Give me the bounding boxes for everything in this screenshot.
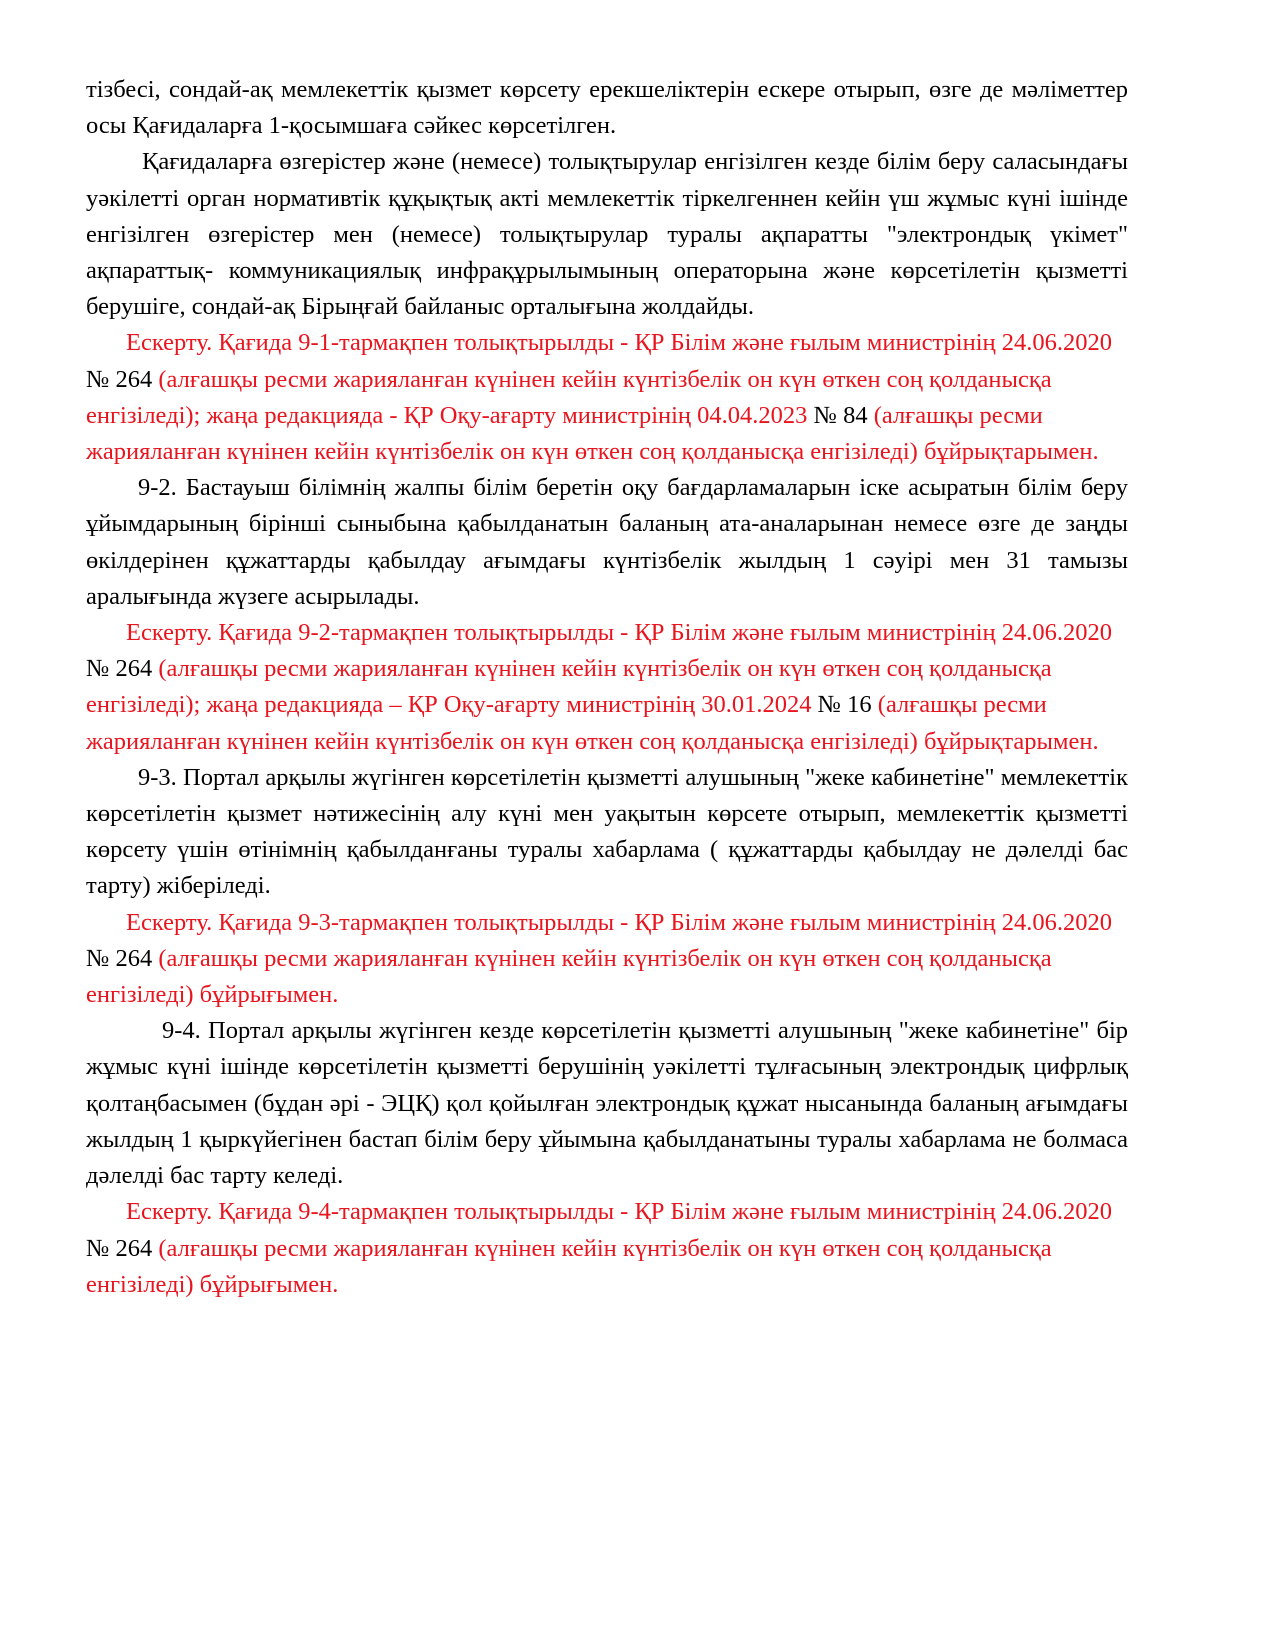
note-9-3: Ескерту. Қағида 9-3-тармақпен толықтырылды - ҚР Білім және ғылым министрінің 24.06.2020 № 264 (алғашқы ресми жарияланған күнінен кейін күнтізбелік он күн өткен соң қолданысқа енгізіледі) бұйрығымен. <box>86 908 1113 1009</box>
paragraph-9-3: 9-3. Портал арқылы жүгінген көрсетілетін қызметті алушының "жеке кабинетіне" мемлекеттік көрсетілетін қызмет нәтижесінің алу күні мен уақытын көрсете отырып, мемлекеттік қызметті көрсету үшін өтінімнің қабылданғаны туралы хабарлама ( құжаттарды қабылдау не дәлелді бас тарту) жіберіледі. <box>86 763 1128 900</box>
paragraph-list-continuation: тізбесі, сондай-ақ мемлекеттік қызмет көрсету ерекшеліктерін ескере отырып, өзге де мәліметтер осы Қағидаларға 1-қосымшаға сәйкес көрсетілген. <box>86 76 1128 140</box>
note-9-4: Ескерту. Қағида 9-4-тармақпен толықтырылды - ҚР Білім және ғылым министрінің 24.06.2020 № 264 (алғашқы ресми жарияланған күнінен кейін күнтізбелік он күн өткен соң қолданысқа енгізіледі) бұйрығымен. <box>86 1198 1113 1298</box>
paragraph-9-2: 9-2. Бастауыш білімнің жалпы білім беретін оқу бағдарламаларын іске асыратын білім беру ұйымдарының бірінші сыныбына қабылданатын баланың ата-аналарынан немесе өзге де заңды өкілдерінен құжаттарды қабылдау ағымдағы күнтізбелік жылдың 1 сәуірі мен 31 тамызы аралығында жүзеге асырылады. <box>86 474 1128 610</box>
note-9-1: Ескерту. Қағида 9-1-тармақпен толықтырылды - ҚР Білім және ғылым министрінің 24.06.2020 № 264 (алғашқы ресми жарияланған күнінен кейін күнтізбелік он күн өткен соң қолданысқа енгізіледі); жаңа редакцияда - ҚР Оқу-ағарту министрінің 04.04.2023 № 84 (алғашқы ресми жарияланған күнінен кейін күнтізбелік он күн өткен соң қолданысқа енгізіледі) бұйрықтарымен. <box>86 329 1113 466</box>
paragraph-9-4: 9-4. Портал арқылы жүгінген кезде көрсетілетін қызметті алушының "жеке кабинетіне" бір жұмыс күні ішінде көрсетілетін қызметті берушінің уәкілетті тұлғасының электрондық цифрлық қолтаңбасымен (бұдан әрі - ЭЦҚ) қол қойылған электрондық құжат нысанында баланың ағымдағы жылдың 1 қыркүйегінен бастап білім беру ұйымына қабылданатыны туралы хабарлама не болмаса дәлелді бас тарту келеді. <box>86 1017 1128 1190</box>
document-page <box>86 72 1128 1303</box>
note-9-2: Ескерту. Қағида 9-2-тармақпен толықтырылды - ҚР Білім және ғылым министрінің 24.06.2020 № 264 (алғашқы ресми жарияланған күнінен кейін күнтізбелік он күн өткен соң қолданысқа енгізіледі); жаңа редакцияда – ҚР Оқу-ағарту министрінің 30.01.2024 № 16 (алғашқы ресми жарияланған күнінен кейін күнтізбелік он күн өткен соң қолданысқа енгізіледі) бұйрықтарымен. <box>86 619 1113 755</box>
paragraph-amendments: Қағидаларға өзгерістер және (немесе) толықтырулар енгізілген кезде білім беру саласындағы уәкілетті орган нормативтік құқықтық акті мемлекеттік тіркелгеннен кейін үш жұмыс күні ішінде енгізілген өзгерістер мен (немесе) толықтырулар туралы ақпаратты "электрондық үкімет" ақпараттық- коммуникациялық инфрақұрылымының операторына және көрсетілетін қызметті берушіге, сондай-ақ Бірыңғай байланыс орталығына жолдайды. <box>86 148 1128 321</box>
